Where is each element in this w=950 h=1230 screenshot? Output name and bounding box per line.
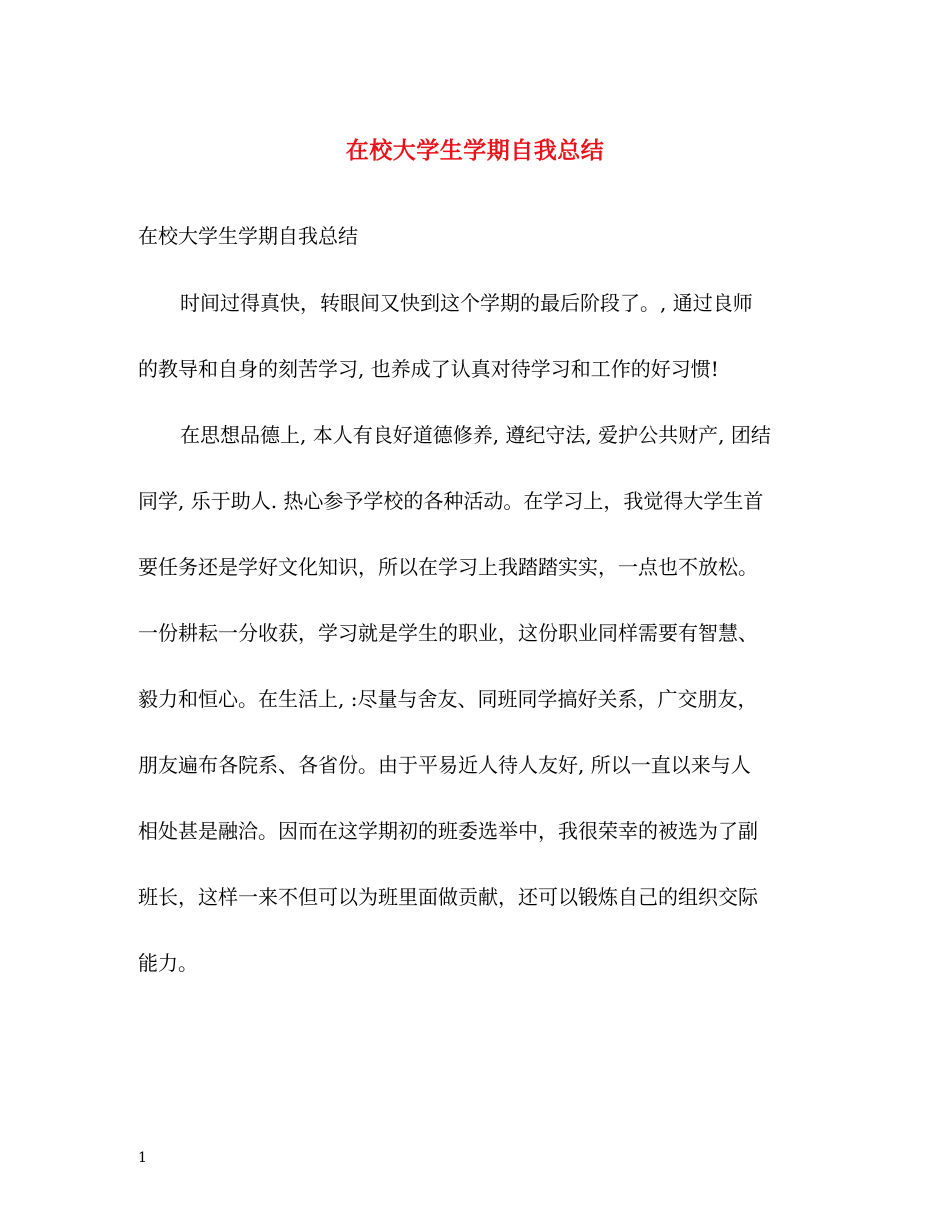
paragraph-2-line-1: 在思想品德上, 本人有良好道德修养, 遵纪守法, 爱护公共财产, 团结: [180, 423, 771, 447]
paragraph-2-line-9: 能力。: [138, 951, 198, 975]
paragraph-1-line-1: 时间过得真快，转眼间又快到这个学期的最后阶段了。, 通过良师: [180, 291, 753, 315]
paragraph-2-line-6: 朋友遍布各院系、各省份。由于平易近人待人友好, 所以一直以来与人: [138, 753, 751, 777]
paragraph-2-line-5: 毅力和恒心。在生活上, :尽量与舍友、同班同学搞好关系，广交朋友，: [138, 687, 758, 711]
paragraph-2-line-3: 要任务还是学好文化知识，所以在学习上我踏踏实实，一点也不放松。: [138, 555, 758, 579]
paragraph-2-line-4: 一份耕耘一分收获，学习就是学生的职业，这份职业同样需要有智慧、: [138, 621, 758, 645]
paragraph-2-line-2: 同学, 乐于助人. 热心参予学校的各种活动。在学习上，我觉得大学生首: [138, 489, 764, 513]
paragraph-1-line-2: 的教导和自身的刻苦学习, 也养成了认真对待学习和工作的好习惯!: [138, 357, 719, 381]
paragraph-2-line-7: 相处甚是融洽。因而在这学期初的班委选举中，我很荣幸的被选为了副: [138, 819, 758, 843]
document-title: 在校大学生学期自我总结: [345, 137, 605, 164]
paragraph-2-line-8: 班长，这样一来不但可以为班里面做贡献，还可以锻炼自己的组织交际: [138, 885, 758, 909]
document-subtitle: 在校大学生学期自我总结: [138, 224, 358, 248]
page-number: 1: [138, 1150, 147, 1166]
